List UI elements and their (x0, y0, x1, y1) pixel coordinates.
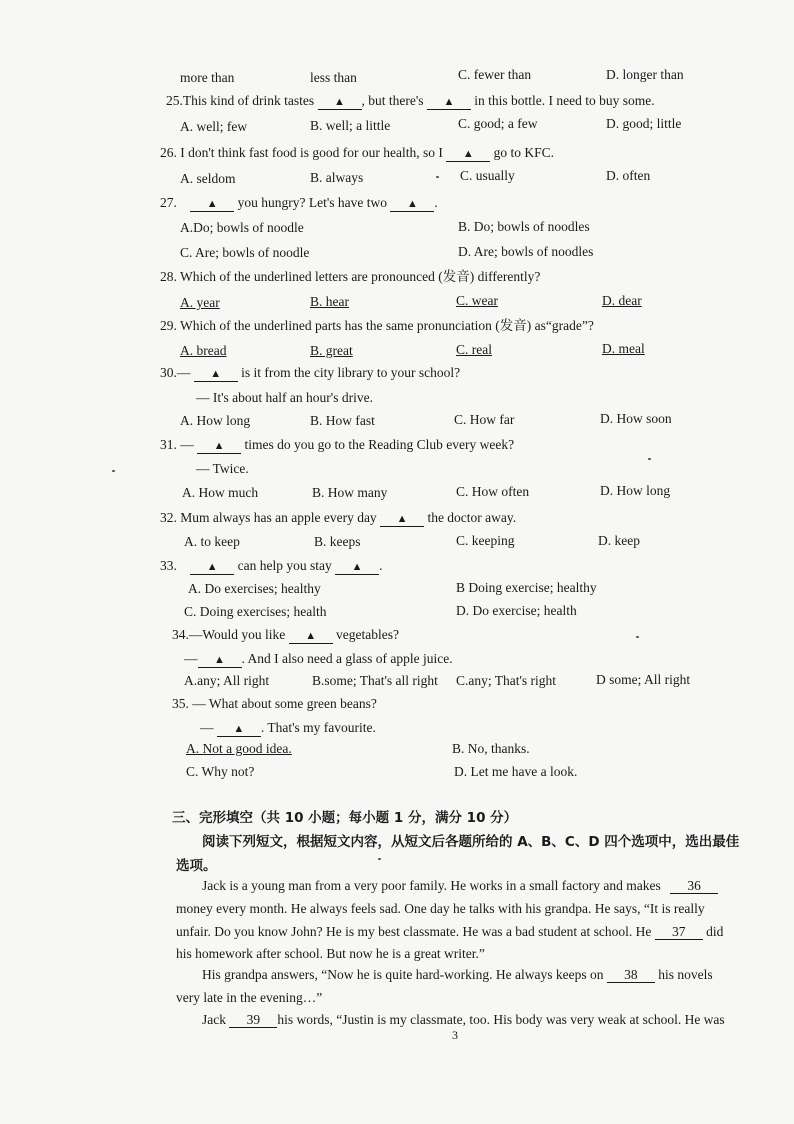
q32-option-a: A. to keep (184, 534, 240, 549)
q33-stem: can help you stay (237, 558, 332, 573)
q25-blank-2[interactable]: ▲ (427, 96, 471, 110)
q25-option-b: B. well; a little (310, 118, 391, 133)
passage-text: did (706, 924, 724, 939)
q34-option-a: A.any; All right (184, 673, 270, 688)
q34-option-d: D some; All right (596, 672, 691, 687)
q34-answer-dash: — (184, 651, 198, 666)
q27-option-c: C. Are; bowls of noodle (180, 245, 310, 260)
q31-blank[interactable]: ▲ (197, 440, 241, 454)
q30-option-b: B. How fast (310, 413, 375, 428)
q27-option-b: B. Do; bowls of noodles (458, 219, 590, 234)
q31-number: 31. (160, 437, 177, 452)
q25-stem-a: This kind of drink tastes (182, 93, 315, 108)
q29-option-d: D. meal (602, 341, 645, 356)
q25-option-c: C. good; a few (458, 116, 538, 131)
q35-answer-text: . That's my favourite. (260, 720, 376, 735)
q27-period: . (434, 195, 438, 210)
q33-option-c: C. Doing exercises; health (184, 604, 327, 619)
q25-blank-1[interactable]: ▲ (318, 96, 362, 110)
q34-blank-2[interactable]: ▲ (198, 654, 242, 668)
q35-option-b: B. No, thanks. (452, 741, 530, 756)
passage-text: Jack is a young man from a very poor family. He works in a small factory and makes (202, 878, 661, 893)
passage-text: his words, “Justin is my classmate, too. His body was very weak at school. He was (277, 1012, 725, 1027)
q33-number: 33. (160, 558, 177, 573)
q24-option-d: D. longer than (606, 67, 684, 82)
q30-option-a: A. How long (180, 413, 251, 428)
q25-option-a: A. well; few (180, 119, 248, 134)
q28-option-c: C. wear (456, 293, 498, 308)
section-3-instruction-line-1: 阅读下列短文，根据短文内容，从短文后各题所给的 A、B、C、D 四个选项中，选出最佳 (202, 834, 740, 850)
q35-option-c: C. Why not? (186, 764, 255, 779)
q30-dash: — (176, 365, 191, 380)
scan-speck (378, 858, 381, 860)
q29-option-c: C. real (456, 342, 492, 357)
q25-stem-c: in this bottle. I need to buy some. (474, 93, 655, 108)
q34-answer (184, 651, 453, 668)
q33-blank-2[interactable]: ▲ (335, 561, 379, 575)
q27-stem-a: you hungry? Let's have two (237, 195, 388, 210)
passage-line-6: very late in the evening…” (176, 990, 323, 1005)
passage-line-1 (202, 878, 718, 894)
passage-line-2: money every month. He always feels sad. One day he talks with his grandpa. He says, “It is really (176, 901, 705, 916)
q32-blank[interactable]: ▲ (380, 513, 424, 527)
passage-text: his novels (658, 967, 713, 982)
q35-answer (200, 720, 376, 737)
q28-option-b: B. hear (310, 294, 349, 309)
cloze-blank-36[interactable]: 36 (670, 878, 718, 894)
q30-blank[interactable]: ▲ (194, 368, 238, 382)
q26-option-c: C. usually (460, 168, 515, 183)
question-25 (166, 93, 655, 110)
q34-stem-b: vegetables? (336, 627, 399, 642)
q31-option-d: D. How long (600, 483, 671, 498)
q26-option-d: D. often (606, 168, 651, 183)
question-32 (160, 510, 516, 527)
q29-option-a: A. bread (180, 343, 227, 358)
q31-option-a: A. How much (182, 485, 259, 500)
question-33 (160, 558, 382, 575)
q30-option-c: C. How far (454, 412, 515, 427)
q32-option-b: B. keeps (314, 534, 361, 549)
q34-answer-text: . And I also need a glass of apple juice. (241, 651, 453, 666)
q35-answer-dash: — (200, 720, 214, 735)
question-26 (160, 145, 554, 162)
cloze-blank-38[interactable]: 38 (607, 967, 655, 983)
q34-option-b: B.some; That's all right (312, 673, 438, 688)
q31-stem: times do you go to the Reading Club every week? (244, 437, 515, 452)
q31-dash: — (180, 437, 194, 452)
question-31 (160, 437, 514, 454)
q32-stem-b: the doctor away. (427, 510, 517, 525)
q31-answer: — Twice. (196, 461, 249, 476)
q34-blank-1[interactable]: ▲ (289, 630, 333, 644)
scan-speck (648, 458, 651, 460)
q31-option-c: C. How often (456, 484, 530, 499)
q33-period: . (379, 558, 383, 573)
question-30 (160, 365, 460, 382)
q30-stem: is it from the city library to your school? (241, 365, 461, 380)
passage-line-5 (202, 967, 713, 983)
q25-stem-b: , but there's (361, 93, 424, 108)
q26-stem-a: 26. I don't think fast food is good for our health, so I (160, 145, 443, 160)
q24-option-a: more than (180, 70, 235, 85)
q25-number: 25. (166, 93, 183, 108)
q35-option-d: D. Let me have a look. (454, 764, 578, 779)
scan-speck (436, 176, 439, 178)
q30-answer: — It's about half an hour's drive. (196, 390, 373, 405)
passage-text: His grandpa answers, “Now he is quite hard-working. He always keeps on (202, 967, 604, 982)
q27-blank-1[interactable]: ▲ (190, 198, 234, 212)
cloze-blank-37[interactable]: 37 (655, 924, 703, 940)
q24-option-c: C. fewer than (458, 67, 532, 82)
q32-option-c: C. keeping (456, 533, 515, 548)
q33-option-a: A. Do exercises; healthy (188, 581, 321, 596)
q29-option-b: B. great (310, 343, 353, 358)
question-29: 29. Which of the underlined parts has the same pronunciation (发音) as“grade”? (160, 318, 594, 333)
q34-stem-a: 34.—Would you like (172, 627, 286, 642)
q30-option-d: D. How soon (600, 411, 672, 426)
q26-blank[interactable]: ▲ (446, 148, 490, 162)
scan-speck (112, 470, 115, 472)
q28-option-d: D. dear (602, 293, 642, 308)
q27-option-d: D. Are; bowls of noodles (458, 244, 594, 259)
q32-stem-a: 32. Mum always has an apple every day (160, 510, 377, 525)
q31-option-b: B. How many (312, 485, 388, 500)
question-35: 35. — What about some green beans? (172, 696, 377, 711)
q32-option-d: D. keep (598, 533, 640, 548)
q35-blank[interactable]: ▲ (217, 723, 261, 737)
section-3-instruction-line-2: 选项。 (176, 858, 217, 874)
q26-option-a: A. seldom (180, 171, 236, 186)
passage-line-3 (176, 924, 723, 940)
q33-option-d: D. Do exercise; health (456, 603, 577, 618)
q33-option-b: B Doing exercise; healthy (456, 580, 597, 595)
q35-option-a: A. Not a good idea. (186, 741, 292, 756)
q27-option-a: A.Do; bowls of noodle (180, 220, 304, 235)
question-28: 28. Which of the underlined letters are pronounced (发音) differently? (160, 269, 541, 284)
q24-option-b: less than (310, 70, 357, 85)
passage-text: Jack (202, 1012, 226, 1027)
section-3-title: 三、完形填空（共 10 小题；每小题 1 分，满分 10 分） (172, 810, 518, 826)
q26-option-b: B. always (310, 170, 364, 185)
q28-option-a: A. year (180, 295, 220, 310)
question-27 (160, 195, 438, 212)
question-34 (172, 627, 399, 644)
q30-number: 30. (160, 365, 177, 380)
q25-option-d: D. good; little (606, 116, 682, 131)
q27-number: 27. (160, 195, 177, 210)
q33-blank-1[interactable]: ▲ (190, 561, 234, 575)
passage-text: unfair. Do you know John? He is my best classmate. He was a bad student at school. He (176, 924, 652, 939)
q26-stem-b: go to KFC. (493, 145, 555, 160)
cloze-blank-39[interactable]: 39 (229, 1012, 277, 1028)
q27-blank-2[interactable]: ▲ (390, 198, 434, 212)
passage-line-4: his homework after school. But now he is a great writer.” (176, 946, 485, 961)
q34-option-c: C.any; That's right (456, 673, 557, 688)
passage-line-7 (202, 1012, 725, 1028)
page-number: 3 (452, 1028, 458, 1042)
scan-speck (636, 636, 639, 638)
